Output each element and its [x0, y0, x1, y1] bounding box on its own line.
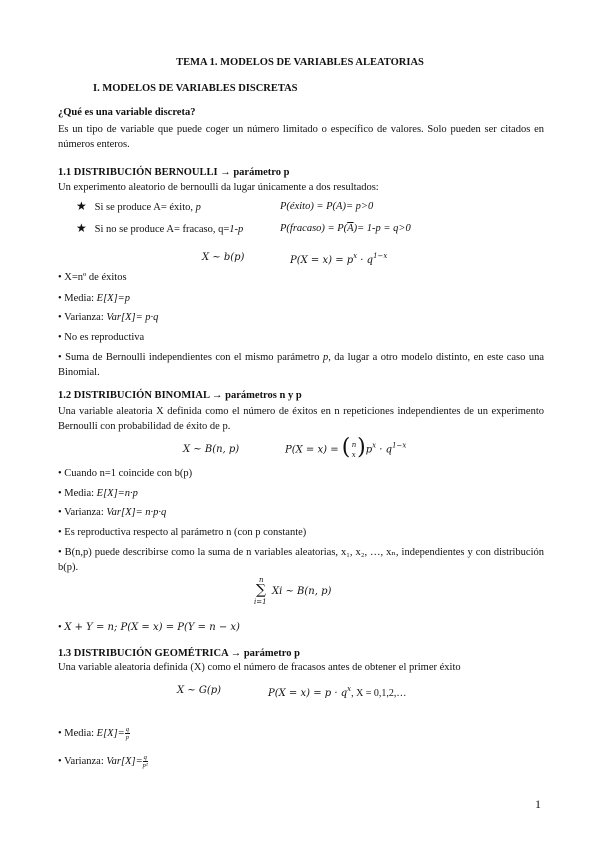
pmf-exp: 1−x	[373, 252, 388, 260]
media-value: E[X]=	[96, 727, 125, 739]
pmf-left: P(X = x) = p · q	[268, 688, 348, 699]
bernoulli-heading-param: parámetro p	[233, 167, 290, 178]
a-bar: $\overline{A}$	[347, 223, 354, 234]
bernoulli-pmf	[290, 252, 387, 266]
media-value: E[X]=p	[96, 293, 131, 304]
media-fraction	[125, 726, 130, 741]
star-icon: ★	[76, 199, 87, 213]
geometrica-item-media	[58, 726, 130, 741]
binomial-pmf	[285, 435, 407, 462]
varianza-label: • Varianza:	[58, 755, 107, 767]
bernoulli-item-no-reproductiva: • No es reproductiva	[58, 332, 145, 343]
bullet-2-var: 1-p	[229, 224, 244, 235]
binomial-coefficient: ( n x )	[341, 435, 366, 460]
sum-symbol: ∑	[256, 582, 266, 598]
geometrica-desc: Una variable aleatoria definida (X) como el número de fracasos antes de obtener el primer éxito	[58, 662, 461, 673]
media-value: E[X]=n·p	[96, 488, 138, 499]
fraction-numerator: q	[125, 726, 130, 733]
binomial-heading-param: parámetros n y p	[225, 390, 302, 401]
intro-text: Es un tipo de variable que puede coger un número limitado o específico de valores. Solo pueden ser citados en números enteros.	[58, 124, 544, 150]
binomial-item-cuando: • Cuando n=1 coincide con b(p)	[58, 468, 193, 479]
pmf-q: · q	[376, 444, 393, 456]
suma-text: • Suma de Bernoulli independientes con el mismo parámetro	[58, 352, 323, 363]
bernoulli-bullet-2	[76, 221, 243, 237]
pmf-exp: x	[372, 441, 377, 450]
geometrica-heading-param: parámetro p	[243, 648, 300, 659]
varianza-label: • Varianza:	[58, 507, 107, 518]
pmf-exp: x	[353, 252, 358, 260]
pmf-exp: 1−x	[392, 441, 407, 450]
media-label: • Media:	[58, 293, 97, 304]
star-icon: ★	[76, 221, 87, 235]
pmf-left: P(X = x) =	[285, 444, 342, 456]
pmf-rest: , X = 0,1,2,…	[351, 688, 407, 699]
bernoulli-item-suma	[58, 350, 544, 380]
formula-part: P(fracaso) = P(	[280, 223, 348, 234]
suma-var: p	[322, 352, 329, 363]
varianza-value: Var[X]=	[106, 755, 143, 767]
geometrica-heading-label: 1.3 DISTRIBUCIÓN GEOMÉTRICA →	[58, 648, 244, 659]
binom-n: n	[351, 441, 357, 449]
geometrica-heading	[58, 647, 300, 661]
binomial-heading	[58, 389, 302, 403]
binomial-item-xy	[58, 621, 240, 635]
bernoulli-desc: Un experimento aleatorio de bernoulli da lugar únicamente a dos resultados:	[58, 182, 379, 193]
xy-expression: X + Y = n; P(X = x) = P(Y = n − x)	[64, 622, 240, 633]
binomial-item-varianza	[58, 506, 166, 520]
media-label: • Media:	[58, 727, 97, 739]
binomial-item-media	[58, 487, 138, 501]
binomial-desc: Una variable aleatoria X definida como el número de éxitos en n repeticiones independientes de un experimento Bernoulli con probabilidad de éxito de p.	[58, 406, 544, 432]
bullet-1-var: p	[195, 202, 201, 213]
bernoulli-bullet-1	[76, 199, 201, 215]
page-number: 1	[535, 797, 541, 811]
binomial-item-suma: • B(n,p) puede describirse como la suma de n variables aleatorias, x₁, x₂, …, xₙ, independientes y con distribución b(p).	[58, 547, 544, 573]
binom-x: x	[351, 451, 356, 459]
pmf-p: p	[365, 444, 373, 456]
varianza-value: Var[X]= p·q	[106, 312, 159, 323]
document-title: TEMA 1. MODELOS DE VARIABLES ALEATORIAS	[176, 57, 424, 68]
bullet: •	[58, 622, 65, 633]
fraction-denominator: p²	[142, 762, 148, 769]
bernoulli-distribution: X ~ b(p)	[202, 252, 245, 263]
varianza-fraction	[143, 754, 148, 769]
fraction-numerator: q	[143, 754, 147, 761]
formula-part: )= 1-p = q>0	[353, 223, 411, 234]
geometrica-distribution: X ~ G(p)	[177, 685, 222, 696]
intro-question: ¿Qué es una variable discreta?	[58, 107, 196, 118]
bernoulli-heading	[58, 166, 289, 180]
binomial-item-reproductiva: • Es reproductiva respecto al parámetro n (con p constante)	[58, 527, 307, 538]
bernoulli-item-media	[58, 292, 130, 306]
suma-rest: , da lugar a otro modelo distinto, en este caso una Binomial.	[58, 352, 544, 378]
bernoulli-heading-label: 1.1 DISTRIBUCIÓN BERNOULLI →	[58, 167, 234, 178]
varianza-value: Var[X]= n·p·q	[106, 507, 167, 518]
sum-upper: n	[259, 576, 264, 584]
varianza-label: • Varianza:	[58, 312, 107, 323]
sum-expression: Xi ~ B(n, p)	[272, 586, 332, 597]
media-label: • Media:	[58, 488, 97, 499]
fraction-denominator: p	[125, 734, 130, 741]
geometrica-item-varianza	[58, 754, 148, 769]
section-heading: I. MODELOS DE VARIABLES DISCRETAS	[93, 83, 298, 94]
sum-lower: i=1	[254, 598, 267, 606]
pmf-left: P(X = x) =	[290, 255, 347, 266]
bullet-2-text: Si no se produce A= fracaso, q=	[94, 224, 230, 235]
bullet-1-text: Si se produce A= éxito,	[94, 202, 196, 213]
binomial-heading-label: 1.2 DISTRIBUCIÓN BINOMIAL →	[58, 390, 226, 401]
bernoulli-bullet-1-formula: P(éxito) = P(A)= p>0	[280, 201, 374, 212]
pmf-p: p	[346, 255, 354, 266]
binomial-sum-formula	[254, 576, 354, 610]
pmf-exp: x	[347, 685, 352, 693]
bernoulli-item-exitos: • X=nº de éxitos	[58, 272, 127, 283]
pmf-q: · q	[357, 255, 374, 266]
geometrica-pmf	[268, 685, 406, 699]
bernoulli-item-varianza	[58, 311, 158, 325]
bernoulli-bullet-2-formula	[280, 222, 411, 236]
binomial-distribution: X ~ B(n, p)	[183, 444, 240, 455]
